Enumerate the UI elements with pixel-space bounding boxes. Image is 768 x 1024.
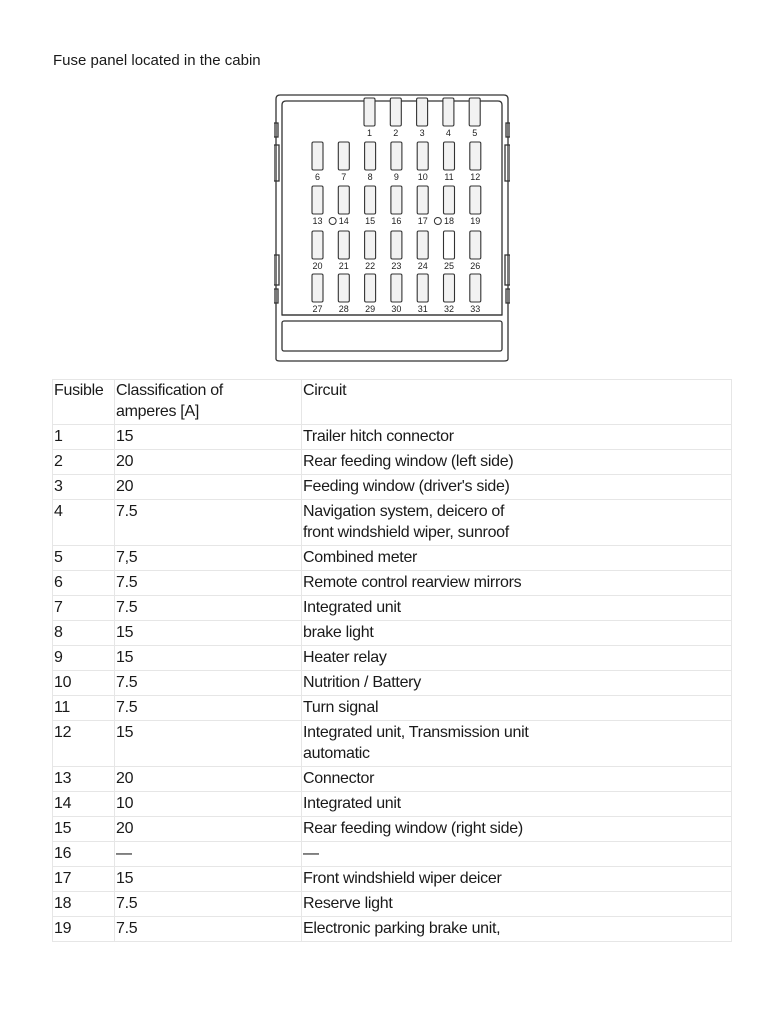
fuse-number-cell: 7: [53, 596, 115, 621]
fuse-number-label: 4: [445, 128, 451, 138]
fuse-slot: [470, 186, 481, 214]
fuse-number-label: 23: [391, 261, 402, 271]
fuse-slot: [417, 186, 428, 214]
fuse-number-label: 18: [443, 216, 455, 226]
circuit-cell: brake light: [302, 621, 732, 646]
fuse-number-cell: 8: [53, 621, 115, 646]
table-row: [53, 450, 732, 475]
table-row: [53, 867, 732, 892]
circuit-cell: [302, 500, 732, 546]
table-row: [53, 792, 732, 817]
fuse-number-label: 11: [444, 172, 454, 182]
fuse-slot: [338, 274, 349, 302]
table-row: [53, 425, 732, 450]
fuse-slot: [391, 142, 402, 170]
fuse-number-label: 8: [367, 172, 373, 182]
fuse-slot: [443, 98, 454, 126]
fuse-table: [52, 379, 732, 942]
fuse-number-cell: 6: [53, 571, 115, 596]
fuse-number-label: 5: [472, 128, 478, 138]
fuse-number-label: 25: [443, 261, 455, 271]
header-fusible: Fusible: [53, 380, 115, 425]
table-row: [53, 621, 732, 646]
fuse-number-cell: 19: [53, 917, 115, 942]
amperes-cell: 7.5: [115, 892, 302, 917]
fuse-number-label: 12: [470, 172, 481, 182]
amperes-cell: 7.5: [115, 500, 302, 546]
fuse-number-cell: 13: [53, 767, 115, 792]
fuse-panel-diagram: [274, 93, 510, 363]
fuse-number-label: 24: [417, 261, 428, 271]
fuse-number-label: 14: [338, 216, 349, 226]
circuit-cell: —: [302, 842, 732, 867]
fuse-number-label: 20: [312, 261, 323, 271]
amperes-cell: 7.5: [115, 696, 302, 721]
amperes-cell: 15: [115, 425, 302, 450]
fuse-number-label: 27: [312, 304, 323, 314]
circuit-cell: Remote control rearview mirrors: [302, 571, 732, 596]
fuse-slot: [444, 231, 455, 259]
circuit-cell: Electronic parking brake unit,: [302, 917, 732, 942]
amperes-cell: 7.5: [115, 917, 302, 942]
table-row: [53, 671, 732, 696]
fuse-number-label: 26: [470, 261, 481, 271]
panel-marker-circle: [329, 218, 336, 225]
fuse-number-cell: 11: [53, 696, 115, 721]
circuit-cell: Connector: [302, 767, 732, 792]
fuse-number-label: 9: [393, 172, 399, 182]
fuse-slot: [470, 231, 481, 259]
circuit-cell: Rear feeding window (left side): [302, 450, 732, 475]
fuse-number-label: 7: [341, 172, 347, 182]
fuse-number-cell: 18: [53, 892, 115, 917]
amperes-cell: 7,5: [115, 546, 302, 571]
header-classification: Classification of amperes [A]: [115, 380, 302, 425]
amperes-cell: —: [115, 842, 302, 867]
fuse-slot: [390, 98, 401, 126]
fuse-number-label: 3: [419, 128, 425, 138]
fuse-number-cell: 5: [53, 546, 115, 571]
table-header-row: [53, 380, 732, 425]
page-title: Fuse panel located in the cabin: [53, 52, 261, 69]
fuse-slot: [338, 142, 349, 170]
fuse-slot: [365, 186, 376, 214]
amperes-cell: 20: [115, 817, 302, 842]
fuse-number-cell: 2: [53, 450, 115, 475]
fuse-number-label: 10: [417, 172, 428, 182]
circuit-cell: Heater relay: [302, 646, 732, 671]
amperes-cell: 20: [115, 767, 302, 792]
fuse-number-label: 33: [470, 304, 481, 314]
fuse-number-label: 31: [417, 304, 428, 314]
table-row: [53, 842, 732, 867]
table-row: [53, 892, 732, 917]
fuse-slot: [365, 231, 376, 259]
fuse-number-cell: 16: [53, 842, 115, 867]
table-row: [53, 696, 732, 721]
table-row: [53, 767, 732, 792]
fuse-slot: [312, 231, 323, 259]
fuse-number-cell: 1: [53, 425, 115, 450]
fuse-number-label: 21: [338, 261, 349, 271]
fuse-slot: [470, 142, 481, 170]
fuse-slot: [391, 231, 402, 259]
table-row: [53, 646, 732, 671]
fuse-number-label: 2: [393, 128, 399, 138]
amperes-cell: 15: [115, 721, 302, 767]
circuit-line: Navigation system, deicero of: [303, 503, 505, 520]
fuse-number-label: 16: [391, 216, 402, 226]
circuit-cell: Rear feeding window (right side): [302, 817, 732, 842]
circuit-cell: Combined meter: [302, 546, 732, 571]
circuit-cell: Turn signal: [302, 696, 732, 721]
fuse-slot: [338, 231, 349, 259]
fuse-number-label: 19: [470, 216, 481, 226]
fuse-slot: [312, 142, 323, 170]
fuse-number-cell: 14: [53, 792, 115, 817]
circuit-line: front windshield wiper, sunroof: [303, 524, 509, 541]
header-circuit: Circuit: [302, 380, 732, 425]
amperes-cell: 7.5: [115, 671, 302, 696]
fuse-slot: [470, 274, 481, 302]
fuse-slot: [391, 186, 402, 214]
fuse-number-cell: 15: [53, 817, 115, 842]
fuse-number-cell: 9: [53, 646, 115, 671]
fuse-slot: [312, 186, 323, 214]
fuse-slot: [312, 274, 323, 302]
table-row: [53, 500, 732, 546]
fuse-number-label: 30: [391, 304, 402, 314]
fuse-number-label: 6: [314, 172, 321, 182]
fuse-slot: [417, 98, 428, 126]
amperes-cell: 15: [115, 867, 302, 892]
amperes-cell: 20: [115, 450, 302, 475]
table-row: [53, 721, 732, 767]
fuse-slot: [417, 231, 428, 259]
fuse-slot: [469, 98, 480, 126]
fuse-slot: [444, 142, 455, 170]
fuse-number-label: 29: [365, 304, 376, 314]
circuit-cell: Nutrition / Battery: [302, 671, 732, 696]
fuse-number-label: 1: [366, 128, 373, 138]
fuse-slot: [365, 142, 376, 170]
fuse-number-label: 32: [443, 304, 455, 314]
fuse-number-cell: 4: [53, 500, 115, 546]
circuit-cell: Reserve light: [302, 892, 732, 917]
circuit-line: Integrated unit, Transmission unit: [303, 724, 529, 741]
circuit-cell: Trailer hitch connector: [302, 425, 732, 450]
amperes-cell: 7.5: [115, 596, 302, 621]
amperes-cell: 10: [115, 792, 302, 817]
table-row: [53, 475, 732, 500]
fuse-number-cell: 3: [53, 475, 115, 500]
table-row: [53, 546, 732, 571]
fuse-slot: [365, 274, 376, 302]
circuit-cell: Integrated unit: [302, 596, 732, 621]
fuse-number-cell: 10: [53, 671, 115, 696]
circuit-cell: Integrated unit: [302, 792, 732, 817]
panel-marker-circle: [434, 218, 441, 225]
fuse-number-label: 22: [365, 261, 376, 271]
fuse-number-cell: 17: [53, 867, 115, 892]
table-row: [53, 571, 732, 596]
fuse-slot: [417, 142, 428, 170]
amperes-cell: 20: [115, 475, 302, 500]
circuit-cell: Feeding window (driver's side): [302, 475, 732, 500]
table-row: [53, 596, 732, 621]
circuit-line: automatic: [303, 745, 370, 762]
table-row: [53, 917, 732, 942]
amperes-cell: 15: [115, 621, 302, 646]
circuit-cell: [302, 721, 732, 767]
table-row: [53, 817, 732, 842]
fuse-number-label: 15: [365, 216, 376, 226]
amperes-cell: 15: [115, 646, 302, 671]
circuit-cell: Front windshield wiper deicer: [302, 867, 732, 892]
fuse-slot: [338, 186, 349, 214]
fuse-number-cell: 12: [53, 721, 115, 767]
fuse-number-label: 28: [338, 304, 349, 314]
fuse-slot: [444, 274, 455, 302]
fuse-slot: [444, 186, 455, 214]
fuse-slot: [364, 98, 375, 126]
fuse-number-label: 13: [312, 216, 323, 226]
fuse-number-label: 17: [417, 216, 428, 226]
amperes-cell: 7.5: [115, 571, 302, 596]
fuse-slot: [417, 274, 428, 302]
fuse-slot: [391, 274, 402, 302]
